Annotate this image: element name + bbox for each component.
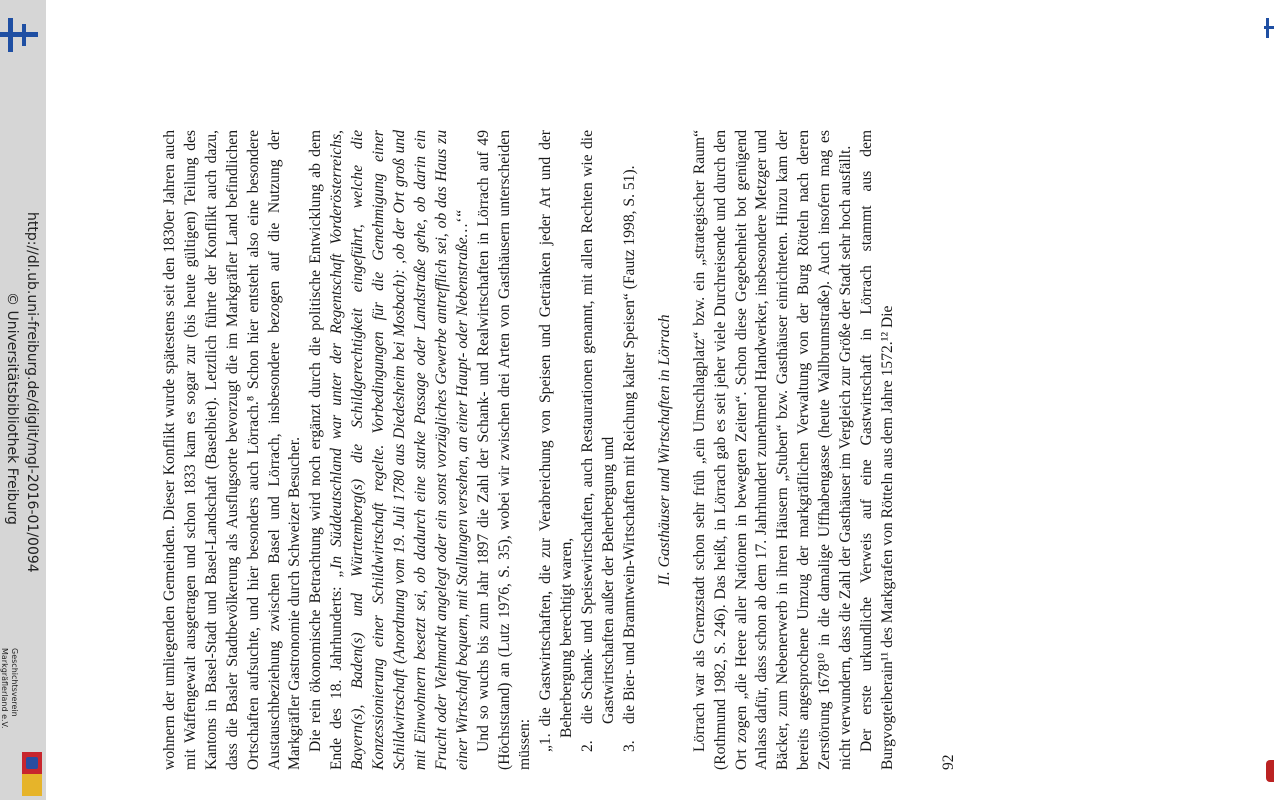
list-item-text: die Bier- und Branntwein-Wirtschaften mit Reichung kalter Speisen“ (Fautz 1998, S. 51). (620, 165, 638, 724)
page-number: 92 (939, 754, 957, 770)
navigation-icon[interactable] (0, 18, 38, 52)
copyright-text: © Universitätsbibliothek Freiburg (4, 292, 20, 525)
society-name-line2: Markgräflerland e.V. (0, 648, 9, 729)
right-edge-mark (1266, 760, 1274, 782)
rotated-page (150, 50, 1170, 770)
society-name-line1: Geschichtsverein (10, 648, 19, 717)
text-column (160, 130, 960, 770)
list-item-text: die Schank- und Speisewirtschaften, auch Restaurationen genannt, mit allen Rechten wie die Gastwirtschaften außer der Beherbergung und (579, 130, 618, 724)
paragraph: Der erste urkundliche Verweis auf eine Gastwirtschaft in Lörrach stammt aus dem Burgvogteiberain¹¹ des Markgrafen von Rötteln aus dem Jahre 1572.¹² Die (858, 130, 896, 770)
paragraph (306, 130, 473, 770)
paragraph: Lörrach war als Grenzstadt schon sehr früh „ein Umschlagplatz“ bzw. ein „strategischer Raum“ (Rothmund 1982, S. 246). Das heißt, in Lörrach gab es seit jeher viele Durchreisende und durch den Ort zogen „die Heere aller Nationen in bewegten Zeiten“. Schon diese Gegebenheit bot genügend Anlass dafür, dass schon ab dem 17. Jahrhundert zunehmend Handwerker, insbesondere Metzger und Bäcker, zum Nebenerwerb in ihren Häusern „Stuben“ bzw. Gasthäuser einrichteten. Hinzu kam der bereits angesprochene Umzug der markgräflichen Verwaltung von der Burg Rötteln nach deren Zerstörung 1678¹⁰ in die damalige Uffhabengasse (heute Wallbrunnstraße). Auch insofern mag es nicht verwundern, dass die Zahl der Gasthäuser im Vergleich zur Größe der Stadt sehr hoch ausfällt. (690, 130, 855, 770)
list-item (578, 130, 620, 752)
source-url-link[interactable]: http://dl.ub.uni-freiburg.de/diglit/mgl-2016-01/0094 (24, 212, 40, 573)
paragraph-text: Die rein ökonomische Betrachtung wird noch ergänzt durch die politische Entwicklung ab dem Ende des 18. Jahrhunderts: (307, 130, 346, 770)
list-number: 2. (579, 740, 597, 752)
quotation: „In Süddeutschland war unter der Regentschaft Vorderösterreichs, Bayern(s), Baden(s) und Württemberg(s) die Schildgerechtigkeit eingeführt, welche die Konzessionierung einer Schildwirtschaft regelte. Vorbedingungen für die Genehmigung einer Schildwirtschaft (Anordnung vom 19. Juli 1780 aus Diedesheim bei Mosbach): ‚ob der Ort groß und mit Einwohnern besetzt sei, ob dadurch eine starke Passage oder Landstraße gehe, ob darin ein Frucht oder Viehmarkt angelegt oder ein sonst vorzügliches Gewerbe antrefflich sei, ob das Haus zu einer Wirtschaft bequem, mit Stallungen versehen, an einer Haupt- oder Nebenstraße…‘“ (328, 130, 471, 770)
list-number: 3. (620, 740, 638, 752)
paragraph: wohnern der umliegenden Gemeinden. Dieser Konflikt wurde spätestens seit den 1830er Jahren auch mit Waffengewalt ausgetragen und schon 1833 kam es sogar zur (bis heute gültigen) Teilung des Kantons in Basel-Stadt und Basel-Landschaft (Baselbiet). Letztlich führte der Konflikt auch dazu, dass die Basler Stadtbevölkerung als Ausflugsorte bevorzugt die im Markgräfler Land befindlichen Ortschaften aufsuchte, und hier besonders auch Lörrach.⁸ Schon hier entsteht also eine besondere Austauschbeziehung zwischen Basel und Lörrach, insbesondere bezogen auf die Nutzung der Markgräfler Gastronomie durch Schweizer Besucher. (161, 130, 304, 770)
paragraph: Und so wuchs bis zum Jahr 1897 die Zahl der Schank- und Realwirtschaften in Lörrach auf 49 (Höchststand) an (Lutz 1976, S. 35), wobei wir zwischen drei Arten von Gasthäusern unterscheiden müssen: (474, 130, 534, 770)
society-logo-icon (22, 752, 42, 796)
numbered-list (536, 130, 641, 770)
section-heading: II. Gasthäuser und Wirtschaften in Lörrach (655, 314, 673, 586)
list-item: „1. die Gastwirtschaften, die zur Verabreichung von Speisen und Getränken jeder Art und der Beherbergung berechtigt waren, (537, 130, 576, 752)
list-item (620, 130, 641, 752)
right-edge-icon (1264, 18, 1274, 38)
